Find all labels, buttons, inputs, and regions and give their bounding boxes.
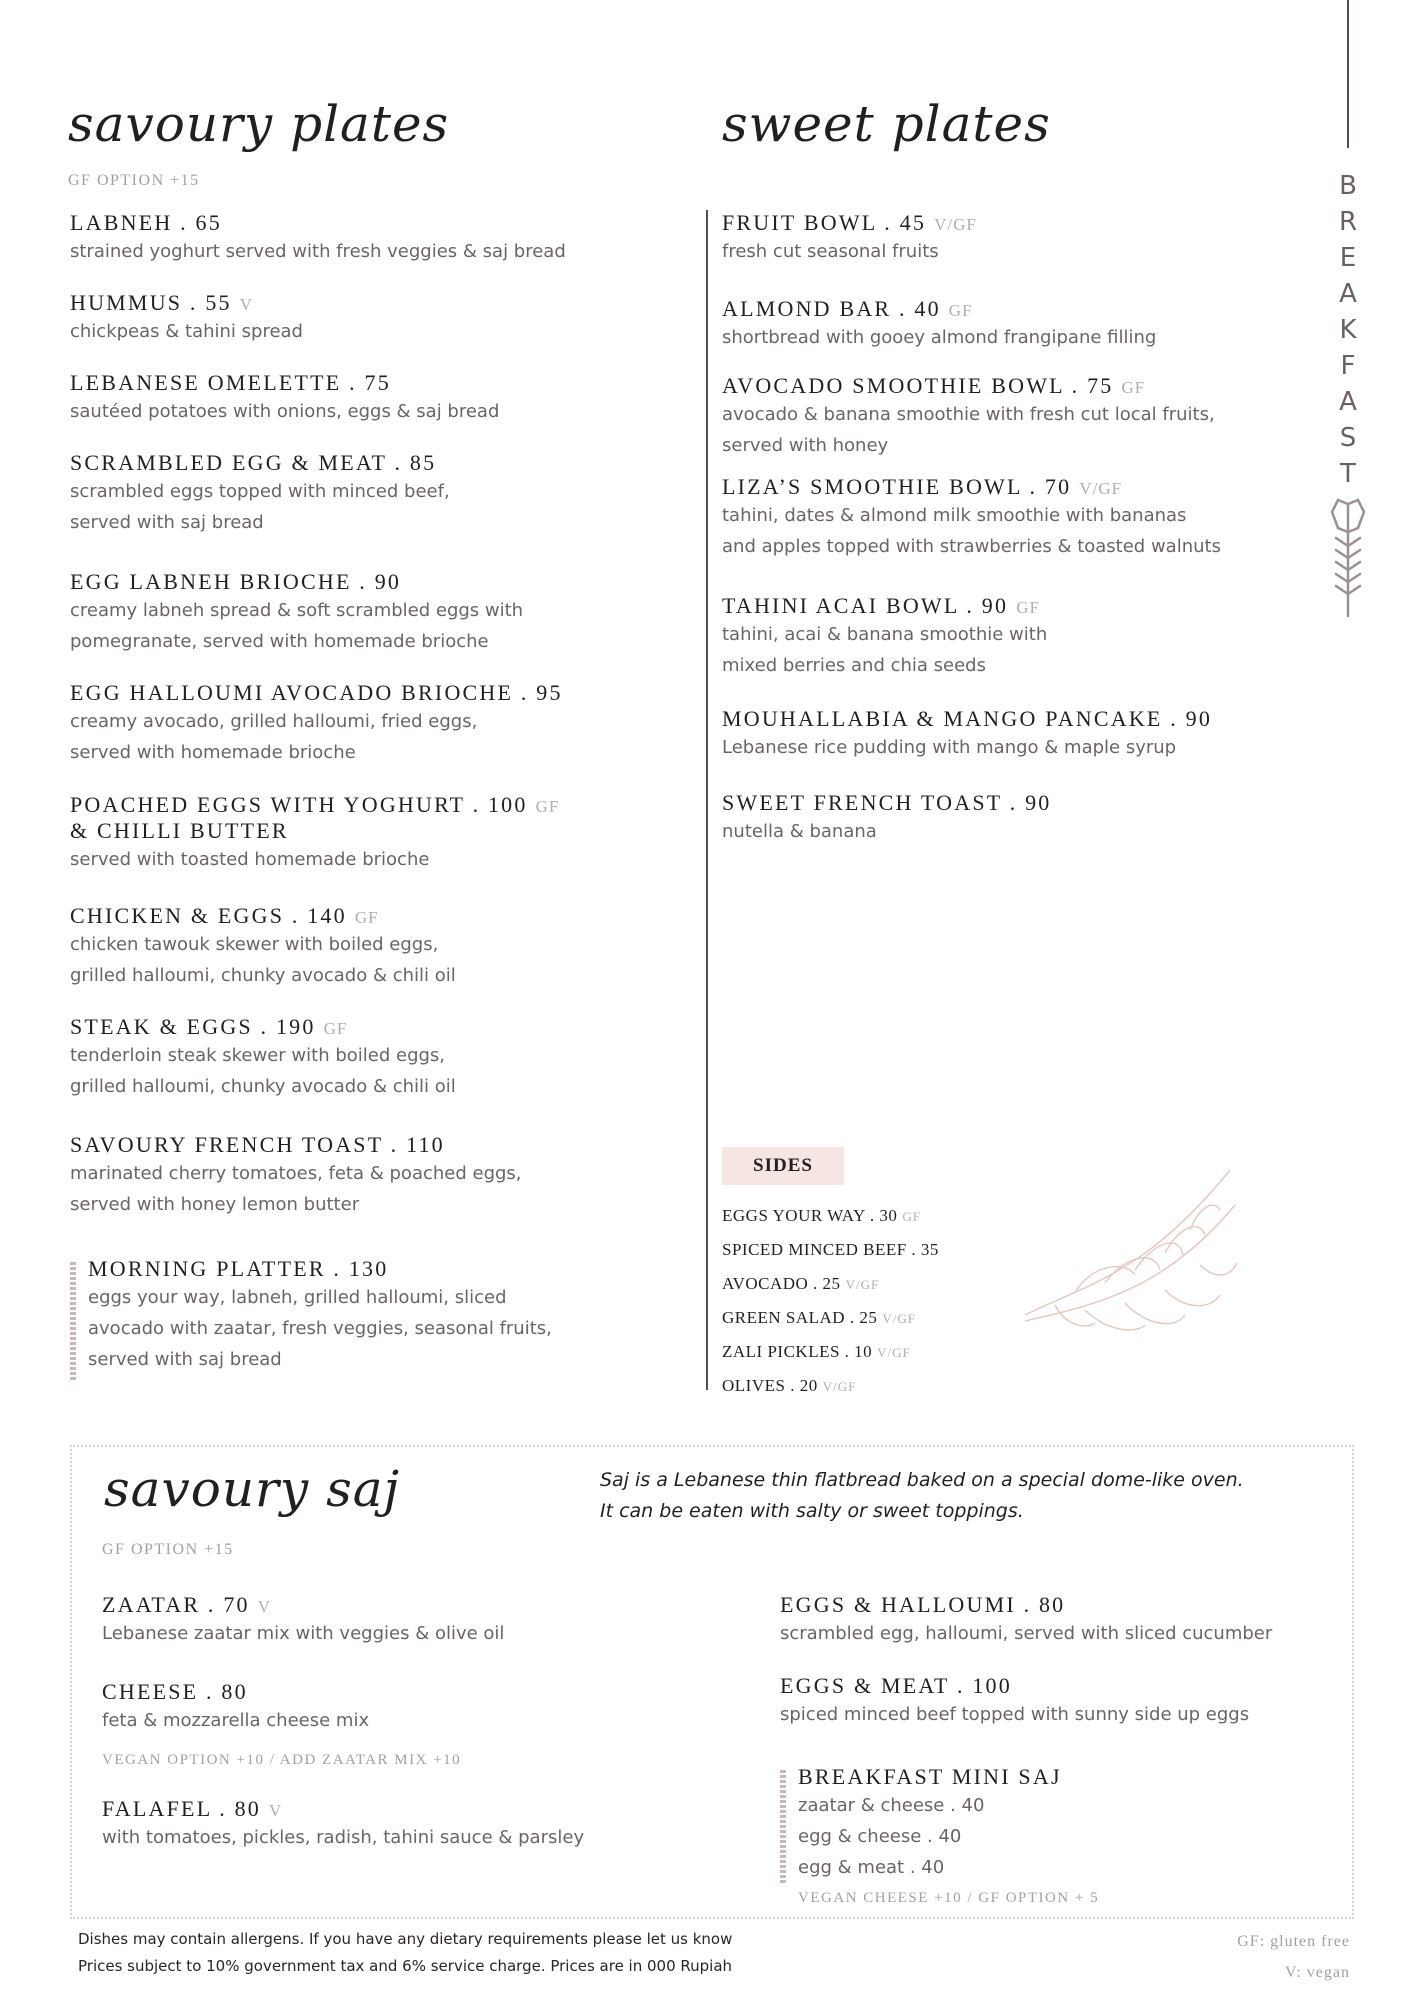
side-tag: V/GF [845,1277,880,1292]
item-desc: and apples topped with strawberries & toasted walnuts [722,536,1221,557]
sweet-item [722,790,1060,847]
item-desc: chicken tawouk skewer with boiled eggs, [70,934,439,955]
savoury-item [70,569,523,657]
saj-intro-line: It can be eaten with salty or sweet toppings. [600,1500,1024,1522]
column-divider [706,210,708,1390]
sweet-item [722,210,977,267]
item-title: LIZA’S SMOOTHIE BOWL . 70 [722,474,1072,499]
item-tag: GF [354,908,379,927]
item-title: SAVOURY FRENCH TOAST . 110 [70,1132,445,1157]
item-desc: creamy labneh spread & soft scrambled eggs with [70,600,524,621]
item-tag: GF [948,301,973,320]
item-tag: GF [1016,598,1040,617]
item-title: EGG LABNEH BRIOCHE . 90 [70,569,402,594]
item-title: FALAFEL . 80 [102,1796,262,1821]
item-title: EGGS & HALLOUMI . 80 [780,1592,1066,1617]
item-desc: fresh cut seasonal fruits [722,241,939,262]
item-title: SCRAMBLED EGG & MEAT . 85 [70,450,437,475]
side-tag: V/GF [822,1379,857,1394]
savoury-item [70,210,566,267]
item-title: LABNEH . 65 [70,210,222,235]
item-title: MORNING PLATTER . 130 [88,1256,389,1281]
savoury-item [70,903,456,991]
item-title: TAHINI ACAI BOWL . 90 [722,593,1009,618]
savoury-item [70,450,450,538]
item-desc: tahini, dates & almond milk smoothie with bananas [722,505,1187,526]
saj-item [102,1679,369,1736]
mini-saj-note: VEGAN CHEESE +10 / GF OPTION + 5 [798,1890,1100,1906]
savoury-plates-heading: savoury plates [68,95,450,153]
mini-saj-stripe [780,1770,786,1884]
item-desc: eggs your way, labneh, grilled halloumi, sliced [88,1287,507,1308]
footer-line: Prices subject to 10% government tax and 6% service charge. Prices are in 000 Rupiah [78,1957,733,1975]
item-desc: egg & meat . 40 [798,1857,945,1878]
item-desc: avocado with zaatar, fresh veggies, seasonal fruits, [88,1318,552,1339]
side-item [722,1274,879,1294]
savoury-item [70,370,499,427]
item-desc: Lebanese zaatar mix with veggies & olive oil [102,1623,505,1644]
item-tag: GF [535,797,560,816]
savoury-gf-note: GF OPTION +15 [68,172,200,189]
sweet-item [722,706,1220,763]
leaf-branch-illustration [1015,1165,1255,1355]
item-tag: V [239,295,254,314]
item-title: ALMOND BAR . 40 [722,296,941,321]
legend-gf: GF: gluten free [1237,1933,1350,1950]
item-desc: grilled halloumi, chunky avocado & chili oil [70,965,456,986]
item-title: AVOCADO SMOOTHIE BOWL . 75 [722,373,1114,398]
savoury-item [70,290,303,347]
item-desc: chickpeas & tahini spread [70,321,303,342]
sweet-plates-heading: sweet plates [722,95,1051,153]
side-title: GREEN SALAD . 25 [722,1308,878,1327]
item-title: HUMMUS . 55 [70,290,232,315]
saj-intro-line: Saj is a Lebanese thin flatbread baked on a special dome-like oven. [600,1469,1244,1491]
item-desc: served with saj bread [70,512,264,533]
side-tag: V/GF [882,1311,916,1326]
item-title: SWEET FRENCH TOAST . 90 [722,790,1052,815]
item-desc: marinated cherry tomatoes, feta & poached eggs, [70,1163,522,1184]
savoury-item [70,1132,522,1220]
side-item [722,1342,911,1362]
item-tag: V/GF [1079,479,1123,498]
item-title: FRUIT BOWL . 45 [722,210,927,235]
item-desc: served with toasted homemade brioche [70,849,430,870]
item-title: CHICKEN & EGGS . 140 [70,903,347,928]
item-title: ZAATAR . 70 [102,1592,250,1617]
tulip-ornament-icon [1326,498,1370,618]
item-desc: avocado & banana smoothie with fresh cut local fruits, [722,404,1215,425]
saj-item [102,1592,504,1649]
item-title: EGG HALLOUMI AVOCADO BRIOCHE . 95 [70,680,563,705]
side-item [722,1308,916,1328]
cheese-options-note: VEGAN OPTION +10 / ADD ZAATAR MIX +10 [102,1752,462,1768]
item-desc: egg & cheese . 40 [798,1826,962,1847]
item-title-line2: & CHILLI BUTTER [70,818,289,843]
side-item [722,1206,921,1226]
saj-item [780,1673,1249,1730]
item-tag: V [269,1801,283,1820]
side-title: ZALI PICKLES . 10 [722,1342,873,1361]
side-title: SPICED MINCED BEEF . 35 [722,1240,939,1259]
item-desc: scrambled eggs topped with minced beef, [70,481,450,502]
item-desc: grilled halloumi, chunky avocado & chili oil [70,1076,456,1097]
side-tag: GF [902,1209,922,1224]
sweet-item [722,296,1156,353]
item-title: EGGS & MEAT . 100 [780,1673,1012,1698]
item-desc: Lebanese rice pudding with mango & maple syrup [722,737,1177,758]
item-tag: GF [323,1019,348,1038]
saj-item [780,1592,1272,1649]
item-title: LEBANESE OMELETTE . 75 [70,370,391,395]
item-tag: V [257,1597,271,1616]
item-title: POACHED EGGS WITH YOGHURT . 100 [70,792,528,817]
saj-gf-note: GF OPTION +15 [102,1541,234,1558]
item-desc: nutella & banana [722,821,877,842]
item-title: MOUHALLABIA & MANGO PANCAKE . 90 [722,706,1213,731]
sweet-item [722,593,1047,681]
item-desc: served with honey lemon butter [70,1194,360,1215]
item-title: STEAK & EGGS . 190 [70,1014,316,1039]
side-item [722,1240,944,1260]
footer-line: Dishes may contain allergens. If you have any dietary requirements please let us know [78,1930,733,1948]
item-title: CHEESE . 80 [102,1679,248,1704]
item-desc: tenderloin steak skewer with boiled eggs, [70,1045,446,1066]
item-title: BREAKFAST MINI SAJ [798,1764,1062,1789]
legend-v: V: vegan [1284,1964,1350,1981]
side-title: EGGS YOUR WAY . 30 [722,1206,898,1225]
item-desc: pomegranate, served with homemade brioche [70,631,489,652]
item-desc: feta & mozzarella cheese mix [102,1710,370,1731]
side-title: OLIVES . 20 [722,1376,818,1395]
sweet-item [722,373,1215,461]
saj-item [102,1796,584,1853]
sides-heading: SIDES [722,1147,844,1185]
item-desc: creamy avocado, grilled halloumi, fried eggs, [70,711,478,732]
item-desc: served with saj bread [88,1349,282,1370]
item-desc: strained yoghurt served with fresh veggies & saj bread [70,241,566,262]
savoury-item [70,1014,456,1102]
item-desc: scrambled egg, halloumi, served with sliced cucumber [780,1623,1273,1644]
savoury-item [70,680,571,768]
savoury-item [70,792,559,875]
item-desc: served with homemade brioche [70,742,356,763]
item-desc: mixed berries and chia seeds [722,655,986,676]
item-desc: with tomatoes, pickles, radish, tahini sauce & parsley [102,1827,585,1848]
breakfast-mini-saj [798,1764,1062,1883]
side-tag: V/GF [877,1345,911,1360]
saj-intro [600,1465,1244,1527]
savoury-saj-heading: savoury saj [104,1460,401,1518]
sweet-item [722,474,1221,562]
breakfast-vertical-label: B R E A K F A S T [1338,171,1358,489]
platter-stripe [70,1262,76,1380]
dietary-legend [1237,1926,1350,1988]
allergen-footer [78,1926,732,1980]
item-desc: zaatar & cheese . 40 [798,1795,985,1816]
item-desc: shortbread with gooey almond frangipane filling [722,327,1157,348]
morning-platter [88,1256,552,1375]
item-desc: sautéed potatoes with onions, eggs & saj bread [70,401,500,422]
item-desc: tahini, acai & banana smoothie with [722,624,1048,645]
item-tag: GF [1121,378,1146,397]
side-title: AVOCADO . 25 [722,1274,841,1293]
item-desc: served with honey [722,435,889,456]
top-vertical-line [1347,0,1349,148]
item-desc: spiced minced beef topped with sunny side up eggs [780,1704,1250,1725]
side-item [722,1376,856,1396]
item-tag: V/GF [934,215,977,234]
